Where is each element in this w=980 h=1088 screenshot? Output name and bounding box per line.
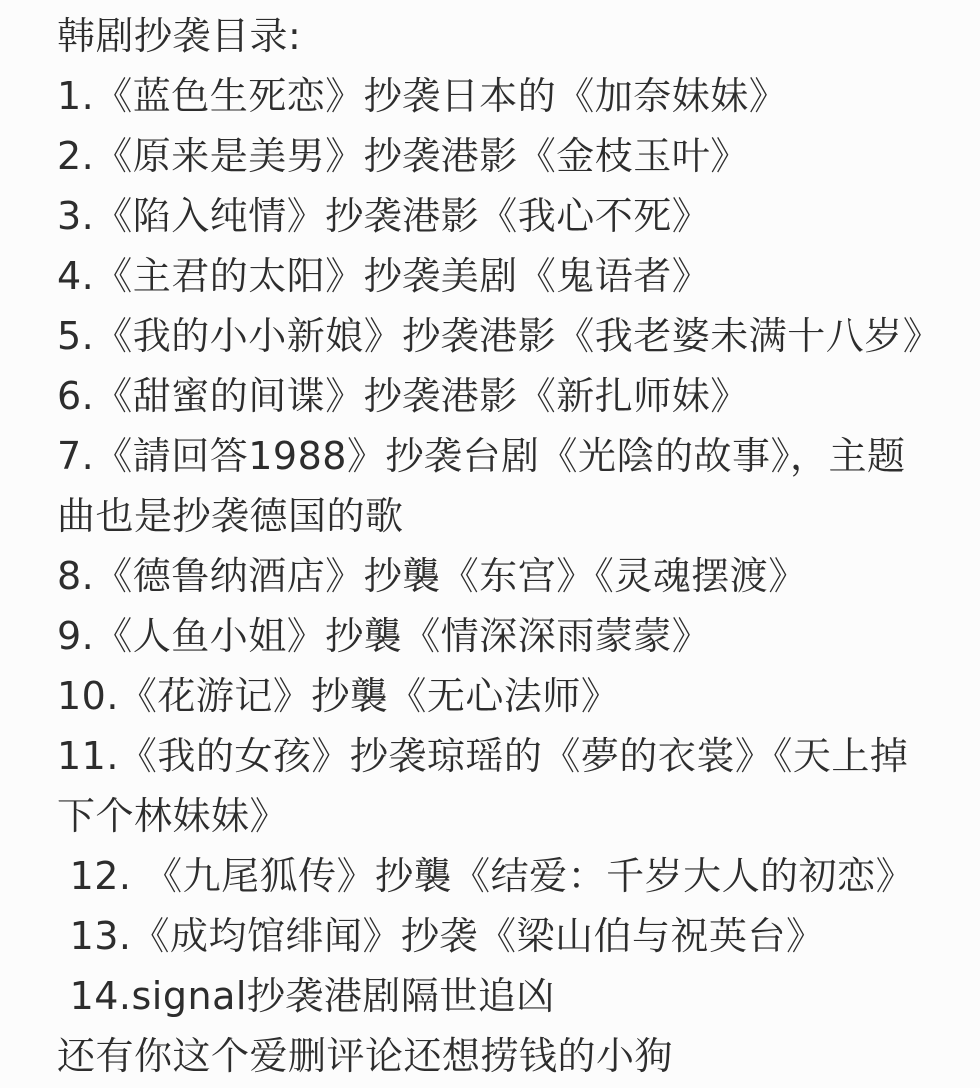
list-item-4: 4.《主君的太阳》抄袭美剧《鬼语者》 <box>57 254 711 298</box>
list-item-3: 3.《陷入纯情》抄袭港影《我心不死》 <box>57 194 711 238</box>
list-item-11: 11.《我的女孩》抄袭琼瑶的《夢的衣裳》《天上掉 <box>57 734 909 778</box>
list-item-12: 12. 《九尾狐传》抄襲《结爱：千岁大人的初恋》 <box>57 854 915 898</box>
list-item-10: 10.《花游记》抄襲《无心法师》 <box>57 674 620 718</box>
list-item-8: 8.《德鲁纳酒店》抄襲《东宫》《灵魂摆渡》 <box>57 554 807 598</box>
list-item-1: 1.《蓝色生死恋》抄袭日本的《加奈妹妹》 <box>57 74 788 118</box>
list-item-11-continuation: 下个林妹妹》 <box>57 794 289 838</box>
list-item-13: 13.《成均馆绯闻》抄袭《梁山伯与祝英台》 <box>57 914 825 958</box>
list-item-5: 5.《我的小小新娘》抄袭港影《我老婆未满十八岁》 <box>57 314 942 358</box>
list-item-9: 9.《人鱼小姐》抄襲《情深深雨蒙蒙》 <box>57 614 711 658</box>
list-item-2: 2.《原来是美男》抄袭港影《金枝玉叶》 <box>57 134 749 178</box>
closing-remark: 还有你这个爱删评论还想捞钱的小狗 <box>57 1034 674 1078</box>
document-title: 韩剧抄袭目录: <box>57 14 302 58</box>
list-item-7: 7.《請回答1988》抄袭台剧《光陰的故事》，主题 <box>57 434 906 478</box>
list-item-7-continuation: 曲也是抄袭德国的歌 <box>57 494 404 538</box>
list-item-14: 14.signal抄袭港剧隔世追凶 <box>57 974 555 1018</box>
list-item-6: 6.《甜蜜的间谍》抄袭港影《新扎师妹》 <box>57 374 749 418</box>
